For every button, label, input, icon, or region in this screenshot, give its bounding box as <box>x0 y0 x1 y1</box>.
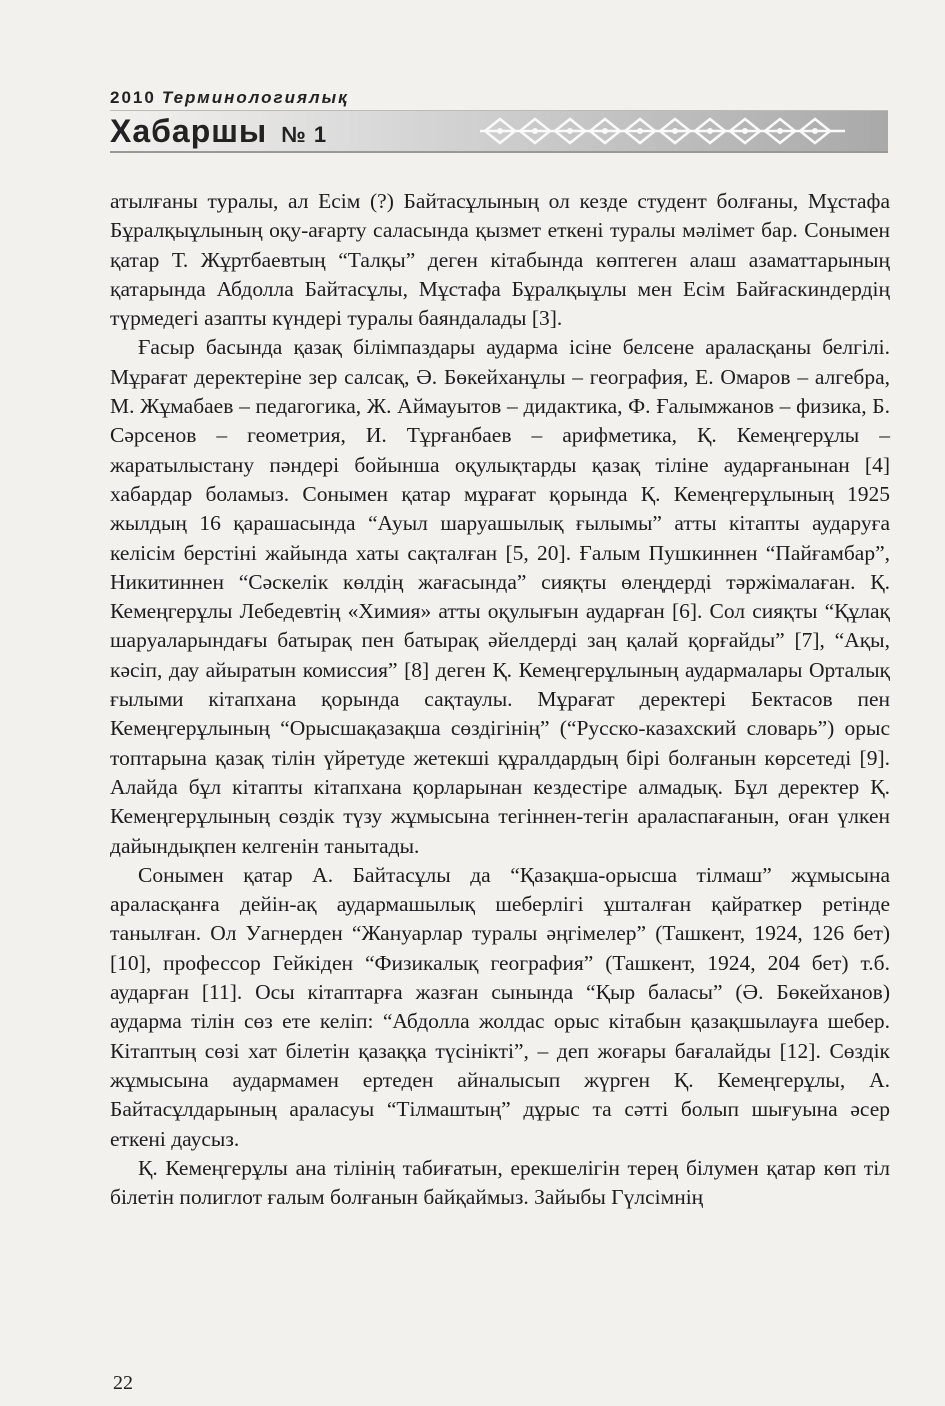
journal-title <box>110 111 327 155</box>
header-band <box>110 110 888 153</box>
paragraph-4: Қ. Кемеңгерұлы ана тілінің табиғатын, ерекшелігін терең білумен қатар көп тіл білетін полиглот ғалым болғанын байқаймыз. Зайыбы Гүлсімнің <box>110 1155 890 1210</box>
paragraph-3: Сонымен қатар А. Байтасұлы да “Қазақша-орысша тілмаш” жұмысына араласқанға дейін-ақ аудармашылық шеберлігі ұшталған қайраткер ретінде танылған. Ол Уагнерден “Жануарлар туралы әңгімелер” (Ташкент, 1924, 126 бет) [10], профессор Гейкіден “Физикалық география” (Ташкент, 1924, 204 бет) т.б. аударған [11]. Осы кітаптарға жазған сынында “Қыр баласы” (Ә. Бөкейханов) аударма тілін сөз ете келіп: “Абдолла жолдас орыс кітабын қазақшылауға шебер. Кітаптың сөзі хат білетін қазаққа түсінікті”, – деп жоғары бағалайды [12]. Сөздік жұмысына аудармамен ертеден айналысып жүрген Қ. Кемеңгерұлы, А. Байтасұлдарының араласуы “Тілмаштың” дұрыс та сәтті болып шығуына әсер еткені даусыз. <box>110 862 890 1151</box>
header-subtitle-line <box>110 88 349 108</box>
paragraph-1: атылғаны туралы, ал Есім (?) Байтасұлының ол кезде студент болғаны, Мұстафа Бұралқыұлының оқу-ағарту саласында қызмет еткені туралы мәлімет бар. Сонымен қатар Т. Жұртбаевтың “Талқы” деген кітабында көптеген алаш азаматтарының қатарында Абдолла Байтасұлы, Мұстафа Бұралқыұлы мен Есім Байғаскиндердің түрмедегі азапты күндері туралы баяндалады [3]. <box>110 189 890 331</box>
issue-number: № 1 <box>281 122 328 147</box>
running-header <box>110 88 890 160</box>
journal-title-text: Хабаршы <box>110 113 268 149</box>
ornament-pattern <box>480 115 850 147</box>
page-number: 22 <box>113 1372 133 1394</box>
paragraph-2: Ғасыр басында қазақ білімпаздары аударма ісіне белсене араласқаны белгілі. Мұрағат деректеріне зер салсақ, Ә. Бөкейханұлы – география, Е. Омаров – алгебра, М. Жұмабаев – педагогика, Ж. Аймауытов – дидактика, Ф. Ғалымжанов – физика, Б. Сәрсенов – геометрия, И. Тұрғанбаев – арифметика, Қ. Кемеңгерұлы – жаратылыстану пәндері бойынша оқулықтарды қазақ тіліне аударғанынан [4] хабардар боламыз. Сонымен қатар мұрағат қорында Қ. Кемеңгерұлының 1925 жылдың 16 қарашасында “Ауыл шаруашылық ғылымы” атты кітапты аударуға келісім берстіні жайында хаты сақталған [5, 20]. Ғалым Пушкиннен “Пайғамбар”, Никитиннен “Сәскелік көлдің жағасында” сияқты өлеңдерді тәржімалаған. Қ. Кемеңгерұлы Лебедевтің «Химия» атты оқулығын аударған [6]. Сол сияқты “Құлақ шаруаларындағы батырақ пен батырақ әйелдерді заң қалай қорғайды” [7], “Ақы, кәсіп, дау айыратын комиссия” [8] деген Қ. Кемеңгерұлының аудармалары Орталық ғылыми кітапхана қорында сақтаулы. Мұрағат деректері Бектасов пен Кемеңгерұлының “Орысшақазақша сөздігінің” (“Русско-казахский словарь”) орыс топтарына қазақ тілін үйретуде жетекші құралдардың бірі болғанын көрсетеді [9]. Алайда бұл кітапты кітапхана қорларынан кездестіре алмадық. Бұл деректер Қ. Кемеңгерұлының сөздік түзу жұмысына тегіннен-тегін араласпағанын, оған үлкен дайындықпен келгенін танытады. <box>110 335 890 858</box>
header-year: 2010 <box>110 88 156 107</box>
article-body <box>110 187 890 1212</box>
header-subtitle: Терминологиялық <box>161 88 349 107</box>
